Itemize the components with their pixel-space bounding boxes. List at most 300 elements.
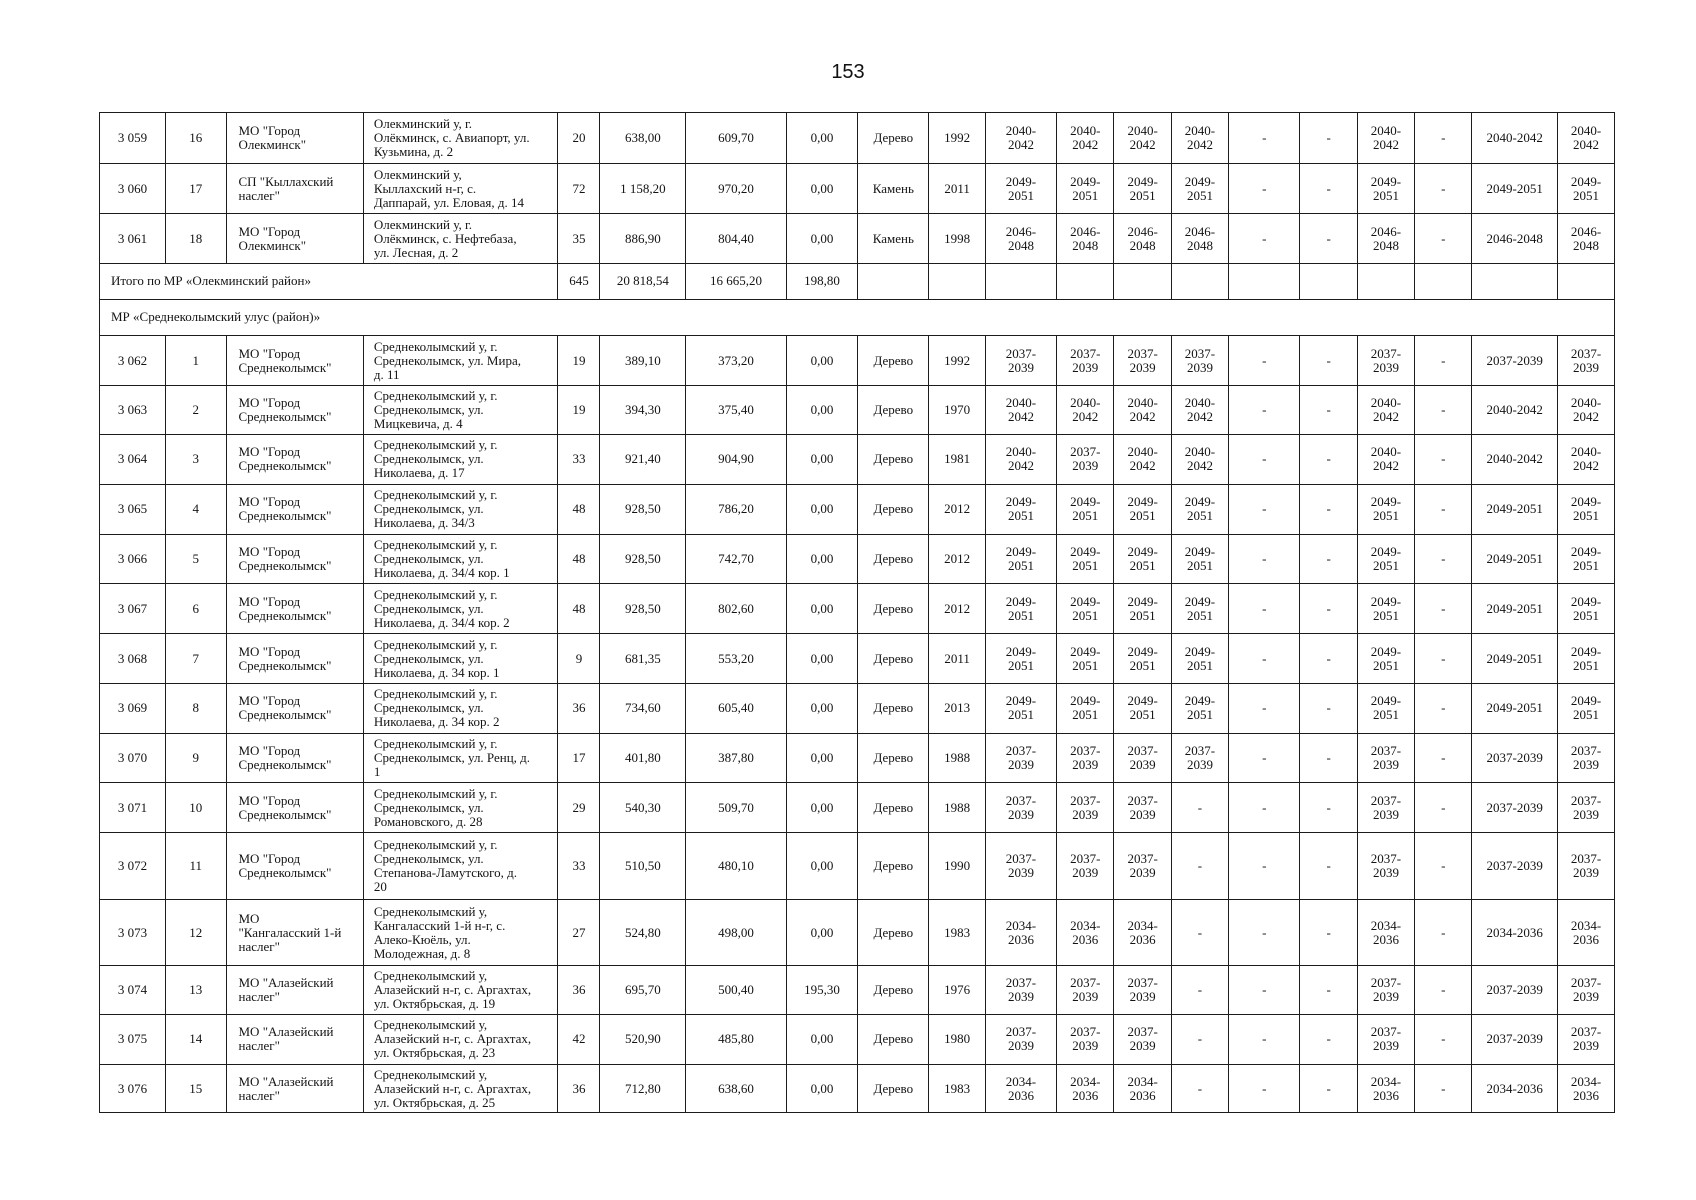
cell-work-period-6: - [1300,634,1357,684]
cell-work-period-6: - [1300,584,1357,634]
cell-municipality: МО "Город Среднеколымск" [226,733,363,783]
cell-work-period-9: 2040-2042 [1472,113,1558,164]
cell-work-period-6: - [1300,534,1357,584]
cell-total-area: 886,90 [600,214,686,264]
cell-year-built: 1988 [929,783,985,833]
cell-work-period-5: - [1229,1014,1300,1064]
cell-work-period-2: 2034-2036 [1057,1064,1114,1113]
cell-work-period-7: 2046-2048 [1357,214,1414,264]
cell-work-period-8: - [1415,1064,1472,1113]
cell-apartments: 33 [558,833,600,900]
cell-apartments: 42 [558,1014,600,1064]
cell-work-period-4: 2040-2042 [1171,435,1228,485]
cell-work-period-5: - [1229,113,1300,164]
cell-work-period-7: 2040-2042 [1357,386,1414,435]
cell-index: 7 [166,634,227,684]
cell-record-id: 3 060 [100,164,166,214]
cell-work-period-7: 2049-2051 [1357,683,1414,733]
cell-work-period-10: 2037-2039 [1557,336,1614,386]
cell-work-period-5: - [1229,435,1300,485]
cell-work-period-3: 2037-2039 [1114,966,1171,1015]
cell-work-period-1: 2040-2042 [985,113,1056,164]
cell-work-period-7: 2034-2036 [1357,900,1414,966]
table-row [100,1014,1615,1064]
cell-work-period-3: 2049-2051 [1114,484,1171,534]
cell-work-period-7: 2037-2039 [1357,833,1414,900]
cell-work-period-7: 2049-2051 [1357,634,1414,684]
cell-work-period-1: 2049-2051 [985,534,1056,584]
cell-work-period-5: - [1229,386,1300,435]
table-row [100,966,1615,1015]
cell-record-id: 3 067 [100,584,166,634]
cell-work-period-9: 2040-2042 [1472,386,1558,435]
cell-nonresidential-area: 0,00 [786,733,857,783]
cell-apartments: 48 [558,484,600,534]
cell-work-period-7: 2037-2039 [1357,783,1414,833]
cell-total-area: 712,80 [600,1064,686,1113]
empty-cell [858,264,929,300]
cell-year-built: 1992 [929,336,985,386]
cell-record-id: 3 062 [100,336,166,386]
cell-apartments: 19 [558,336,600,386]
cell-work-period-8: - [1415,966,1472,1015]
cell-address: Среднеколымский у, Кангаласский 1-й н-г, с. Алеко-Кюёль, ул. Молодежная, д. 8 [363,900,558,966]
cell-total-area: 734,60 [600,683,686,733]
cell-work-period-9: 2034-2036 [1472,900,1558,966]
cell-apartments: 27 [558,900,600,966]
cell-work-period-3: 2049-2051 [1114,584,1171,634]
cell-record-id: 3 072 [100,833,166,900]
cell-work-period-6: - [1300,164,1357,214]
cell-apartments: 72 [558,164,600,214]
cell-total-area: 394,30 [600,386,686,435]
cell-work-period-6: - [1300,966,1357,1015]
cell-work-period-10: 2040-2042 [1557,386,1614,435]
cell-work-period-6: - [1300,833,1357,900]
cell-work-period-8: - [1415,634,1472,684]
cell-work-period-7: 2037-2039 [1357,733,1414,783]
cell-total-area: 695,70 [600,966,686,1015]
cell-address: Среднеколымский у, г. Среднеколымск, ул. Романовского, д. 28 [363,783,558,833]
cell-work-period-10: 2049-2051 [1557,484,1614,534]
cell-work-period-5: - [1229,164,1300,214]
cell-address: Среднеколымский у, г. Среднеколымск, ул. Николаева, д. 34 кор. 1 [363,634,558,684]
cell-work-period-2: 2049-2051 [1057,164,1114,214]
cell-nonresidential-area: 0,00 [786,1064,857,1113]
cell-work-period-1: 2046-2048 [985,214,1056,264]
cell-work-period-6: - [1300,435,1357,485]
cell-work-period-8: - [1415,783,1472,833]
cell-record-id: 3 076 [100,1064,166,1113]
cell-year-built: 1981 [929,435,985,485]
cell-work-period-4: 2049-2051 [1171,634,1228,684]
cell-apartments: 48 [558,534,600,584]
cell-year-built: 2011 [929,164,985,214]
cell-work-period-2: 2040-2042 [1057,113,1114,164]
cell-record-id: 3 070 [100,733,166,783]
cell-total-area: 510,50 [600,833,686,900]
cell-wall-material: Дерево [858,435,929,485]
table-row [100,484,1615,534]
cell-municipality: МО "Город Среднеколымск" [226,683,363,733]
cell-record-id: 3 066 [100,534,166,584]
cell-year-built: 2011 [929,634,985,684]
table-row [100,435,1615,485]
cell-wall-material: Дерево [858,584,929,634]
cell-record-id: 3 074 [100,966,166,1015]
cell-work-period-10: 2037-2039 [1557,1014,1614,1064]
cell-year-built: 1990 [929,833,985,900]
cell-work-period-3: 2049-2051 [1114,534,1171,584]
cell-work-period-1: 2037-2039 [985,966,1056,1015]
cell-work-period-1: 2049-2051 [985,584,1056,634]
section-title: МР «Среднеколымский улус (район)» [100,299,1615,336]
cell-work-period-3: 2040-2042 [1114,435,1171,485]
total-row [100,264,1615,300]
cell-nonresidential-area: 0,00 [786,386,857,435]
cell-work-period-3: 2037-2039 [1114,783,1171,833]
cell-index: 9 [166,733,227,783]
cell-address: Среднеколымский у, г. Среднеколымск, ул. Мицкевича, д. 4 [363,386,558,435]
cell-work-period-8: - [1415,900,1472,966]
cell-work-period-7: 2034-2036 [1357,1064,1414,1113]
cell-work-period-10: 2037-2039 [1557,966,1614,1015]
cell-total-area: 520,90 [600,1014,686,1064]
cell-work-period-5: - [1229,584,1300,634]
cell-residential-area: 970,20 [686,164,787,214]
cell-wall-material: Дерево [858,783,929,833]
total-residential-area: 16 665,20 [686,264,787,300]
cell-work-period-9: 2034-2036 [1472,1064,1558,1113]
cell-apartments: 19 [558,386,600,435]
cell-municipality: МО "Город Среднеколымск" [226,584,363,634]
cell-work-period-9: 2037-2039 [1472,1014,1558,1064]
cell-municipality: МО "Город Среднеколымск" [226,534,363,584]
cell-work-period-5: - [1229,900,1300,966]
cell-apartments: 36 [558,966,600,1015]
cell-work-period-8: - [1415,683,1472,733]
cell-record-id: 3 073 [100,900,166,966]
cell-address: Среднеколымский у, Алазейский н-г, с. Аргахтах, ул. Октябрьская, д. 19 [363,966,558,1015]
cell-work-period-3: 2049-2051 [1114,164,1171,214]
cell-work-period-7: 2040-2042 [1357,113,1414,164]
cell-nonresidential-area: 0,00 [786,534,857,584]
cell-work-period-2: 2037-2039 [1057,1014,1114,1064]
cell-work-period-1: 2037-2039 [985,336,1056,386]
cell-work-period-10: 2049-2051 [1557,534,1614,584]
empty-cell [1229,264,1300,300]
cell-residential-area: 786,20 [686,484,787,534]
cell-wall-material: Дерево [858,113,929,164]
cell-work-period-3: 2034-2036 [1114,1064,1171,1113]
cell-work-period-7: 2049-2051 [1357,484,1414,534]
cell-record-id: 3 059 [100,113,166,164]
cell-apartments: 35 [558,214,600,264]
cell-municipality: МО "Город Олекминск" [226,113,363,164]
cell-record-id: 3 063 [100,386,166,435]
cell-work-period-1: 2037-2039 [985,733,1056,783]
cell-work-period-2: 2049-2051 [1057,683,1114,733]
cell-wall-material: Дерево [858,733,929,783]
cell-work-period-7: 2040-2042 [1357,435,1414,485]
cell-work-period-6: - [1300,783,1357,833]
cell-index: 17 [166,164,227,214]
cell-work-period-4: 2046-2048 [1171,214,1228,264]
empty-cell [1557,264,1614,300]
cell-municipality: МО "Город Среднеколымск" [226,634,363,684]
cell-work-period-9: 2037-2039 [1472,966,1558,1015]
cell-work-period-6: - [1300,336,1357,386]
cell-residential-area: 605,40 [686,683,787,733]
cell-index: 1 [166,336,227,386]
cell-work-period-1: 2034-2036 [985,900,1056,966]
cell-address: Среднеколымский у, г. Среднеколымск, ул. Николаева, д. 17 [363,435,558,485]
cell-work-period-2: 2049-2051 [1057,634,1114,684]
cell-work-period-10: 2049-2051 [1557,584,1614,634]
cell-year-built: 2012 [929,484,985,534]
table-row [100,733,1615,783]
cell-index: 14 [166,1014,227,1064]
cell-address: Среднеколымский у, г. Среднеколымск, ул. Николаева, д. 34/4 кор. 1 [363,534,558,584]
cell-address: Среднеколымский у, Алазейский н-г, с. Аргахтах, ул. Октябрьская, д. 23 [363,1014,558,1064]
cell-work-period-8: - [1415,534,1472,584]
cell-work-period-5: - [1229,966,1300,1015]
cell-municipality: МО "Город Среднеколымск" [226,435,363,485]
cell-work-period-1: 2049-2051 [985,484,1056,534]
cell-municipality: СП "Кыллахский наслег" [226,164,363,214]
cell-work-period-4: 2049-2051 [1171,534,1228,584]
cell-nonresidential-area: 0,00 [786,783,857,833]
cell-work-period-2: 2037-2039 [1057,783,1114,833]
empty-cell [985,264,1056,300]
cell-work-period-1: 2049-2051 [985,164,1056,214]
cell-address: Среднеколымский у, г. Среднеколымск, ул. Степанова-Ламутского, д. 20 [363,833,558,900]
cell-work-period-8: - [1415,1014,1472,1064]
cell-wall-material: Дерево [858,900,929,966]
cell-work-period-9: 2037-2039 [1472,336,1558,386]
cell-municipality: МО "Город Среднеколымск" [226,783,363,833]
cell-year-built: 1980 [929,1014,985,1064]
empty-cell [1357,264,1414,300]
cell-municipality: МО "Город Среднеколымск" [226,484,363,534]
cell-nonresidential-area: 0,00 [786,900,857,966]
cell-wall-material: Дерево [858,534,929,584]
cell-apartments: 9 [558,634,600,684]
cell-wall-material: Дерево [858,966,929,1015]
cell-index: 11 [166,833,227,900]
empty-cell [1300,264,1357,300]
cell-work-period-4: 2049-2051 [1171,584,1228,634]
cell-index: 2 [166,386,227,435]
cell-residential-area: 509,70 [686,783,787,833]
cell-work-period-9: 2049-2051 [1472,164,1558,214]
cell-work-period-10: 2049-2051 [1557,634,1614,684]
cell-wall-material: Камень [858,164,929,214]
cell-index: 18 [166,214,227,264]
cell-work-period-10: 2037-2039 [1557,833,1614,900]
cell-nonresidential-area: 195,30 [786,966,857,1015]
cell-work-period-5: - [1229,683,1300,733]
cell-total-area: 928,50 [600,584,686,634]
cell-address: Среднеколымский у, г. Среднеколымск, ул. Мира, д. 11 [363,336,558,386]
table-row [100,1064,1615,1113]
cell-residential-area: 480,10 [686,833,787,900]
cell-work-period-7: 2049-2051 [1357,164,1414,214]
cell-year-built: 1970 [929,386,985,435]
cell-wall-material: Дерево [858,1014,929,1064]
empty-cell [1171,264,1228,300]
cell-work-period-2: 2049-2051 [1057,584,1114,634]
cell-wall-material: Дерево [858,336,929,386]
cell-work-period-4: - [1171,966,1228,1015]
cell-address: Среднеколымский у, г. Среднеколымск, ул. Николаева, д. 34/3 [363,484,558,534]
cell-work-period-3: 2037-2039 [1114,733,1171,783]
cell-index: 4 [166,484,227,534]
cell-work-period-9: 2046-2048 [1472,214,1558,264]
cell-work-period-3: 2037-2039 [1114,336,1171,386]
cell-residential-area: 904,90 [686,435,787,485]
cell-work-period-1: 2037-2039 [985,783,1056,833]
cell-work-period-3: 2040-2042 [1114,386,1171,435]
cell-work-period-9: 2037-2039 [1472,833,1558,900]
cell-work-period-4: 2049-2051 [1171,484,1228,534]
table-row [100,683,1615,733]
cell-work-period-6: - [1300,1064,1357,1113]
cell-total-area: 540,30 [600,783,686,833]
cell-work-period-9: 2049-2051 [1472,484,1558,534]
cell-work-period-1: 2034-2036 [985,1064,1056,1113]
cell-nonresidential-area: 0,00 [786,214,857,264]
cell-work-period-8: - [1415,113,1472,164]
cell-year-built: 1998 [929,214,985,264]
cell-residential-area: 485,80 [686,1014,787,1064]
cell-work-period-9: 2037-2039 [1472,733,1558,783]
cell-year-built: 2013 [929,683,985,733]
cell-wall-material: Камень [858,214,929,264]
cell-residential-area: 609,70 [686,113,787,164]
cell-work-period-4: - [1171,1014,1228,1064]
cell-address: Среднеколымский у, г. Среднеколымск, ул. Николаева, д. 34/4 кор. 2 [363,584,558,634]
cell-year-built: 1988 [929,733,985,783]
cell-residential-area: 804,40 [686,214,787,264]
section-header-row [100,299,1615,336]
cell-work-period-4: 2037-2039 [1171,336,1228,386]
cell-year-built: 1983 [929,900,985,966]
cell-work-period-1: 2049-2051 [985,683,1056,733]
cell-nonresidential-area: 0,00 [786,164,857,214]
cell-work-period-5: - [1229,634,1300,684]
cell-municipality: МО "Город Среднеколымск" [226,833,363,900]
cell-index: 13 [166,966,227,1015]
cell-work-period-9: 2037-2039 [1472,783,1558,833]
cell-record-id: 3 071 [100,783,166,833]
cell-record-id: 3 065 [100,484,166,534]
cell-work-period-8: - [1415,484,1472,534]
cell-index: 10 [166,783,227,833]
cell-total-area: 638,00 [600,113,686,164]
cell-work-period-4: - [1171,900,1228,966]
cell-apartments: 20 [558,113,600,164]
cell-municipality: МО "Алазейский наслег" [226,966,363,1015]
table-row [100,634,1615,684]
cell-index: 8 [166,683,227,733]
table-row [100,584,1615,634]
cell-work-period-7: 2037-2039 [1357,336,1414,386]
cell-apartments: 36 [558,683,600,733]
cell-nonresidential-area: 0,00 [786,584,857,634]
cell-work-period-2: 2037-2039 [1057,833,1114,900]
cell-work-period-9: 2049-2051 [1472,634,1558,684]
cell-work-period-2: 2049-2051 [1057,534,1114,584]
cell-index: 16 [166,113,227,164]
cell-work-period-2: 2037-2039 [1057,966,1114,1015]
cell-work-period-6: - [1300,214,1357,264]
cell-work-period-8: - [1415,386,1472,435]
cell-residential-area: 498,00 [686,900,787,966]
table-row [100,336,1615,386]
cell-wall-material: Дерево [858,484,929,534]
cell-work-period-4: 2040-2042 [1171,113,1228,164]
cell-total-area: 921,40 [600,435,686,485]
cell-work-period-2: 2049-2051 [1057,484,1114,534]
cell-wall-material: Дерево [858,683,929,733]
cell-residential-area: 500,40 [686,966,787,1015]
cell-nonresidential-area: 0,00 [786,336,857,386]
cell-work-period-8: - [1415,435,1472,485]
cell-residential-area: 742,70 [686,534,787,584]
cell-municipality: МО "Город Олекминск" [226,214,363,264]
table-body [100,113,1615,1113]
table-row [100,783,1615,833]
cell-total-area: 524,80 [600,900,686,966]
cell-record-id: 3 069 [100,683,166,733]
cell-work-period-5: - [1229,336,1300,386]
cell-work-period-7: 2049-2051 [1357,534,1414,584]
cell-index: 5 [166,534,227,584]
cell-work-period-10: 2040-2042 [1557,435,1614,485]
cell-nonresidential-area: 0,00 [786,1014,857,1064]
cell-work-period-1: 2040-2042 [985,386,1056,435]
total-label: Итого по МР «Олекминский район» [100,264,558,300]
cell-wall-material: Дерево [858,1064,929,1113]
cell-work-period-4: - [1171,833,1228,900]
cell-total-area: 928,50 [600,534,686,584]
cell-work-period-1: 2037-2039 [985,1014,1056,1064]
cell-work-period-6: - [1300,683,1357,733]
cell-work-period-2: 2034-2036 [1057,900,1114,966]
cell-work-period-1: 2037-2039 [985,833,1056,900]
empty-cell [1415,264,1472,300]
empty-cell [1114,264,1171,300]
cell-address: Олекминский у, г. Олёкминск, с. Нефтебаза, ул. Лесная, д. 2 [363,214,558,264]
cell-nonresidential-area: 0,00 [786,634,857,684]
cell-work-period-4: 2040-2042 [1171,386,1228,435]
cell-work-period-10: 2049-2051 [1557,164,1614,214]
table-row [100,113,1615,164]
cell-total-area: 928,50 [600,484,686,534]
table-row [100,833,1615,900]
cell-work-period-9: 2049-2051 [1472,584,1558,634]
cell-record-id: 3 064 [100,435,166,485]
cell-work-period-10: 2034-2036 [1557,1064,1614,1113]
cell-apartments: 29 [558,783,600,833]
cell-residential-area: 375,40 [686,386,787,435]
cell-work-period-2: 2046-2048 [1057,214,1114,264]
cell-work-period-6: - [1300,484,1357,534]
cell-municipality: МО "Алазейский наслег" [226,1014,363,1064]
cell-work-period-1: 2049-2051 [985,634,1056,684]
cell-address: Среднеколымский у, Алазейский н-г, с. Аргахтах, ул. Октябрьская, д. 25 [363,1064,558,1113]
